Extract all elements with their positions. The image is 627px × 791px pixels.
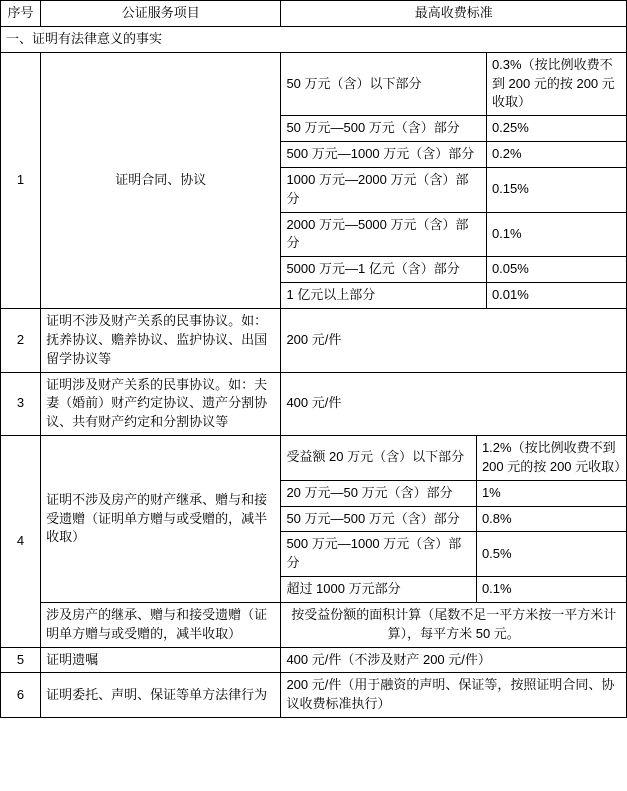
header-fee: 最高收费标准 [281, 1, 627, 27]
row-item: 证明委托、声明、保证等单方法律行为 [41, 673, 281, 718]
row-fee: 400 元/件（不涉及财产 200 元/件） [281, 647, 627, 673]
tier-range: 50 万元—500 万元（含）部分 [281, 116, 486, 142]
tier-rate: 0.1% [476, 577, 626, 602]
row-item: 证明遗嘱 [41, 647, 281, 673]
tier-rate: 0.3%（按比例收费不到 200 元的按 200 元收取） [486, 53, 626, 116]
table-body [1, 26, 627, 717]
tier-row [281, 480, 626, 506]
tier-row [281, 212, 626, 257]
row-number: 2 [1, 308, 41, 372]
tier-range: 5000 万元—1 亿元（含）部分 [281, 257, 486, 283]
tier-table [281, 436, 626, 602]
tier-range: 50 万元（含）以下部分 [281, 53, 486, 116]
tier-row [281, 506, 626, 532]
table-header-row [1, 1, 627, 27]
table-header [1, 1, 627, 27]
row-fee [281, 436, 627, 603]
tier-rate: 0.5% [476, 532, 626, 577]
row-item: 涉及房产的继承、赠与和接受遗赠（证明单方赠与或受赠的，减半收取） [41, 602, 281, 647]
tier-row [281, 116, 626, 142]
tier-rate: 0.2% [486, 142, 626, 168]
table-row [1, 52, 627, 308]
row-item: 证明不涉及财产关系的民事协议。如：抚养协议、赡养协议、监护协议、出国留学协议等 [41, 308, 281, 372]
tier-row [281, 436, 626, 480]
tier-rate: 1.2%（按比例收费不到 200 元的按 200 元收取） [476, 436, 626, 480]
row-fee: 400 元/件 [281, 372, 627, 436]
tier-rate: 0.01% [486, 283, 626, 308]
row-number: 6 [1, 673, 41, 718]
tier-rate: 0.1% [486, 212, 626, 257]
table-row [1, 602, 627, 647]
tier-row [281, 142, 626, 168]
tier-row [281, 283, 626, 308]
tier-row [281, 532, 626, 577]
tier-range: 500 万元—1000 万元（含）部分 [281, 532, 476, 577]
tier-row [281, 257, 626, 283]
row-fee: 200 元/件 [281, 308, 627, 372]
header-item: 公证服务项目 [41, 1, 281, 27]
row-fee [281, 52, 627, 308]
tier-range: 500 万元—1000 万元（含）部分 [281, 142, 486, 168]
tier-range: 超过 1000 万元部分 [281, 577, 476, 602]
row-number: 1 [1, 52, 41, 308]
tier-range: 2000 万元—5000 万元（含）部分 [281, 212, 486, 257]
table-row [1, 436, 627, 603]
table-row [1, 647, 627, 673]
tier-range: 20 万元—50 万元（含）部分 [281, 480, 476, 506]
tier-rate: 0.15% [486, 167, 626, 212]
row-number: 3 [1, 372, 41, 436]
tier-rate: 0.05% [486, 257, 626, 283]
tier-range: 1 亿元以上部分 [281, 283, 486, 308]
table-row [1, 308, 627, 372]
tier-rate: 0.8% [476, 506, 626, 532]
section-heading-row [1, 26, 627, 52]
row-item: 证明涉及财产关系的民事协议。如：夫妻（婚前）财产约定协议、遗产分割协议、共有财产约定和分割协议等 [41, 372, 281, 436]
row-item: 证明不涉及房产的财产继承、赠与和接受遗赠（证明单方赠与或受赠的，减半收取） [41, 436, 281, 603]
tier-table [281, 53, 626, 308]
row-number: 5 [1, 647, 41, 673]
row-fee: 200 元/件（用于融资的声明、保证等，按照证明合同、协议收费标准执行） [281, 673, 627, 718]
table-row [1, 673, 627, 718]
table-row [1, 372, 627, 436]
tier-rate: 1% [476, 480, 626, 506]
row-fee: 按受益份额的面积计算（尾数不足一平方米按一平方米计算），每平方米 50 元。 [281, 602, 627, 647]
tier-range: 受益额 20 万元（含）以下部分 [281, 436, 476, 480]
row-number: 4 [1, 436, 41, 648]
tier-row [281, 167, 626, 212]
tier-range: 50 万元—500 万元（含）部分 [281, 506, 476, 532]
tier-range: 1000 万元—2000 万元（含）部分 [281, 167, 486, 212]
row-item: 证明合同、协议 [41, 52, 281, 308]
section-heading-1: 一、证明有法律意义的事实 [1, 26, 627, 52]
tier-row [281, 577, 626, 602]
header-number: 序号 [1, 1, 41, 27]
tier-rate: 0.25% [486, 116, 626, 142]
tier-row [281, 53, 626, 116]
